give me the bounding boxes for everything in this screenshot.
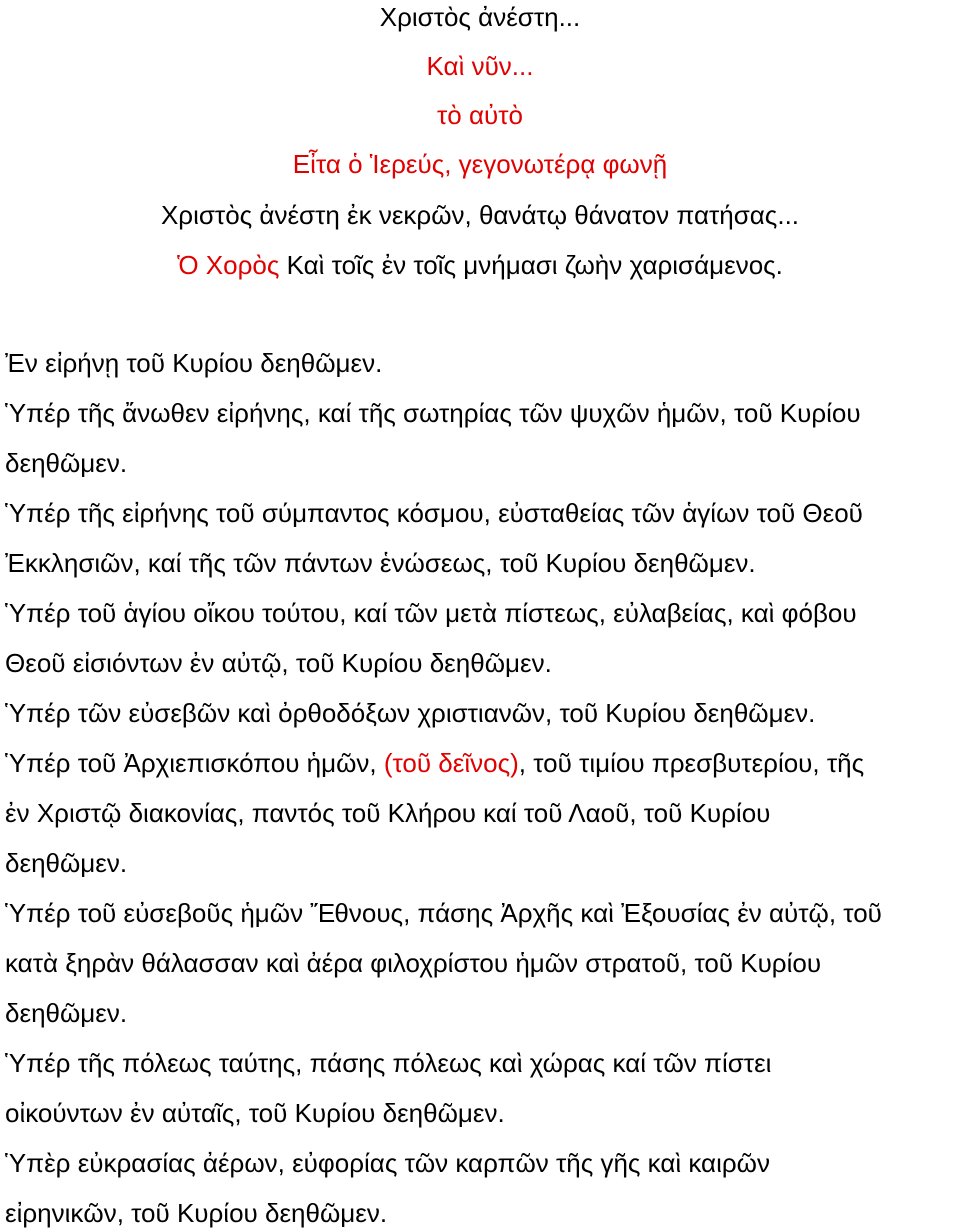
litany-rubric-name: (τοῦ δεῖνος)	[383, 748, 519, 778]
litany-line-16: οἰκούντων ἐν αὐταῖς, τοῦ Κυρίου δεηθῶμεν.	[5, 1098, 505, 1128]
litany-line-18: εἰρηνικῶν, τοῦ Κυρίου δεηθῶμεν.	[5, 1198, 388, 1228]
litany-line-9	[5, 748, 864, 778]
litany-line-9-end: , τοῦ τιμίου πρεσβυτερίου, τῆς	[518, 748, 865, 778]
header-line-to-auto: τὸ αὐτὸ	[437, 100, 523, 130]
header-line-choir	[0, 250, 960, 280]
choir-rubric: Ὁ Χορὸς	[177, 250, 280, 280]
header-rubric-priest: Εἶτα ὁ Ἱερεύς, γεγονωτέρᾳ φωνῇ	[292, 149, 668, 179]
litany-line-10: ἐν Χριστῷ διακονίας, παντός τοῦ Κλήρου καί τοῦ Λαοῦ, τοῦ Κυρίου	[5, 798, 771, 828]
litany-line-11: δεηθῶμεν.	[5, 848, 128, 878]
litany-line-15: Ὑπέρ τῆς πόλεως ταύτης, πάσης πόλεως καὶ χώρας καί τῶν πίστει	[5, 1048, 772, 1078]
litany-line-2: Ὑπέρ τῆς ἄνωθεν εἰρήνης, καί τῆς σωτηρίας τῶν ψυχῶν ἡμῶν, τοῦ Κυρίου	[5, 398, 861, 428]
choir-text: Καὶ τοῖς ἐν τοῖς μνήμασι ζωὴν χαρισάμενος.	[279, 250, 783, 280]
litany-line-7: Θεοῦ εἰσιόντων ἐν αὐτῷ, τοῦ Κυρίου δεηθῶμεν.	[5, 648, 552, 678]
header-line-kai-nyn: Καὶ νῦν...	[426, 51, 534, 81]
litany-line-8: Ὑπέρ τῶν εὐσεβῶν καὶ ὀρθοδόξων χριστιανῶν, τοῦ Κυρίου δεηθῶμεν.	[5, 698, 816, 728]
litany-line-9-start: Ὑπέρ τοῦ Ἀρχιεπισκόπου ἡμῶν,	[5, 748, 384, 778]
litany-line-3: δεηθῶμεν.	[5, 448, 128, 478]
litany-line-14: δεηθῶμεν.	[5, 998, 128, 1028]
litany-line-6: Ὑπέρ τοῦ ἁγίου οἴκου τούτου, καί τῶν μετὰ πίστεως, εὐλαβείας, καὶ φόβου	[5, 598, 857, 628]
header-line-christos-anesti: Χριστὸς ἀνέστη...	[379, 2, 581, 32]
litany-line-4: Ὑπέρ τῆς εἰρήνης τοῦ σύμπαντος κόσμου, εὐσταθείας τῶν ἁγίων τοῦ Θεοῦ	[5, 498, 863, 528]
litany-line-17: Ὑπὲρ εὐκρασίας ἀέρων, εὐφορίας τῶν καρπῶν τῆς γῆς καὶ καιρῶν	[5, 1148, 770, 1178]
litany-line-5: Ἐκκλησιῶν, καί τῆς τῶν πάντων ἑνώσεως, τοῦ Κυρίου δεηθῶμεν.	[5, 548, 756, 578]
litany-line-13: κατὰ ξηρὰν θάλασσαν καὶ ἀέρα φιλοχρίστου ἡμῶν στρατοῦ, τοῦ Κυρίου	[5, 948, 822, 978]
litany-line-12: Ὑπέρ τοῦ εὐσεβοῦς ἡμῶν Ἔθνους, πάσης Ἀρχῆς καὶ Ἐξουσίας ἐν αὐτῷ, τοῦ	[5, 898, 882, 928]
header-line-christos-anesti-full: Χριστὸς ἀνέστη ἐκ νεκρῶν, θανάτῳ θάνατον πατήσας...	[160, 200, 800, 230]
litany-line-1: Ἐν εἰρήνῃ τοῦ Κυρίου δεηθῶμεν.	[5, 348, 383, 378]
